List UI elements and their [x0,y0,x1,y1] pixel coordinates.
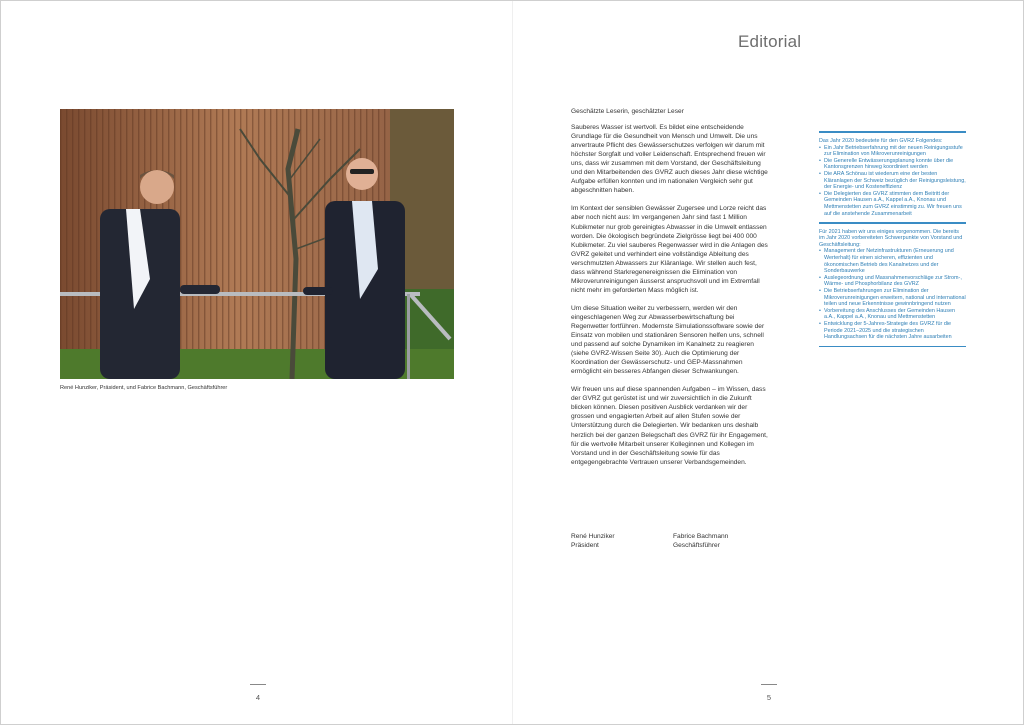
greeting: Geschätzte Leserin, geschätzter Leser [571,108,684,115]
page-gutter [512,1,513,724]
page-number-right: 5 [766,693,772,702]
paragraph: Wir freuen uns auf diese spannenden Aufgaben – im Wissen, dass der GVRZ gut gerüstet ist und wir zuversichtlich in die Zukunft blicken können. Diesen positiven Ausblick verdanken wir der grossen und engagierten Arbeit auf allen Stufen sowie der Unterstützung durch die Delegierten. Wir bedanken uns deshalb herzlich bei der ganzen Belegschaft des GVRZ für ihr Engagement, für die wertvolle Mitarbeit unserer Kolleginnen und Kollegen im Vorstand und in der Geschäftsleitung sowie für das entgegengebrachte Vertrauen unserer Verbandsgemeinden. [571,386,768,466]
list-item: • Auslegeordnung und Massnahmenvorschläge zur Strom-, Wärme- und Phosphorbilanz des GVRZ [819,275,966,288]
list-item: • Vorbereitung des Anschlusses der Gemeinden Hausen a.A., Kappel a.A., Knonau und Mettmenstetten [819,308,966,321]
sidebar-list-2021 [819,248,966,340]
signer-name: René Hunziker [571,533,615,540]
editorial-letter [571,107,771,476]
signature-president [571,532,615,550]
list-item: • Die Generelle Entwässerungsplanung konnte über die Kantonsgrenzen hinweg koordiniert werden [819,158,966,171]
page-number-rule-left [250,684,266,685]
sidebar-intro-2020: Das Jahr 2020 bedeutete für den GVRZ Folgendes: [819,138,943,144]
list-item: • Ein Jahr Betriebserfahrung mit der neuen Reinigungsstufe zur Elimination von Mikroverunreinigungen [819,145,966,158]
signer-role: Präsident [571,542,599,550]
sidebar-top-rule [819,131,966,133]
list-item: • Management der Netzinfrastrukturen (Erneuerung und Werterhalt) für einen sicheren, effizienten und ökonomischen Betrieb des Kanalnetzes und der Sonderbauwerke [819,248,966,274]
signer-role: Geschäftsführer [673,542,720,550]
paragraph: Um diese Situation weiter zu verbessern, werden wir den eingeschlagenen Weg zur Abwasserbewirtschaftung bei Regenwetter fortführen. Modernste Simulationssoftware sowie der Einsatz von mobilen und stationären Sensoren helfen uns, schnell und passend auf solche Dynamiken im Kanalnetz zu reagieren (siehe GVRZ-Wissen Seite 30). Auch die Optimierung der Koordination der Gewässerschutz- und GEP-Massnahmen ermöglicht ein besseres Abfangen dieser Schwankungen. [571,304,765,376]
sidebar-list-2020 [819,145,966,218]
paragraph: Im Kontext der sensiblen Gewässer Zugersee und Lorze reicht das aber noch nicht aus: Im vergangenen Jahr sind fast 1 Million Kubikmeter nur grob gereinigtes Abwasser in die Umwelt entlassen worden. Die ökologisch begründete Zielgrösse liegt bei 400 000 Kubikmeter. Zu viel sauberes Regenwasser wird in die Anlagen des GVRZ geleitet und verhindert eine vollständige Ableitung des verschmutzten Abwassers zur Kläranlage. Wir stellen auch fest, dass während Starkregenereignissen die Elimination von Mikroverunreinigungen äusserst anspruchsvoll und im Extremfall nicht mehr im geforderten Mass möglich ist. [571,205,768,294]
page-number-rule-right [761,684,777,685]
list-item: • Entwicklung der 5-Jahres-Strategie des GVRZ für die Periode 2021–2025 und die strategischen Handlungsachsen für die nächsten Jahre ausarbeiten [819,321,966,341]
photo-caption: René Hunziker, Präsident, und Fabrice Bachmann, Geschäftsführer [60,385,228,391]
page-number-left: 4 [255,693,261,702]
portrait-photo [60,109,454,379]
sidebar-intro-2021: Für 2021 haben wir uns einiges vorgenommen. Die bereits im Jahr 2020 vorbereiteten Schwerpunkte von Vorstand und Geschäftsleitung: [819,228,963,248]
list-item: • Die ARA Schönau ist wiederum eine der besten Kläranlagen der Schweiz bezüglich der Reinigungsleistung, der Energie- und Kosteneffizienz [819,171,966,191]
sidebar-bottom-rule [819,346,966,348]
list-item: • Die Betriebserfahrungen zur Elimination der Mikroverunreinigungen erweitern, national und international teilen und neue Erkenntnisse gewinnbringend nutzen [819,288,966,308]
signer-name: Fabrice Bachmann [673,533,729,540]
sidebar-divider [819,222,966,224]
list-item: • Die Delegierten des GVRZ stimmten dem Beitritt der Gemeinden Hausen a.A., Kappel a.A., Knonau und Mettmenstetten zum GVRZ einstimmig zu. Wir freuen uns auf die anstehende Zusammenarbeit [819,191,966,217]
highlights-sidebar [819,131,966,352]
paragraph: Sauberes Wasser ist wertvoll. Es bildet eine entscheidende Grundlage für die Gesundheit von Mensch und Umwelt. Die uns anvertraute Pflicht des Gewässerschutzes verfolgen wir darum mit höchster Sorgfalt und voller Leidenschaft. Entsprechend freuen wir uns, dass wir zusammen mit dem Vorstand, der Geschäftsleitung und den Mitarbeitenden des GVRZ auch dieses Jahr diese wichtige Aufgabe erfüllen konnten und im nationalen Vergleich sehr gut abgeschnitten haben. [571,124,768,195]
signature-director [673,532,728,550]
section-title: Editorial [738,32,802,51]
